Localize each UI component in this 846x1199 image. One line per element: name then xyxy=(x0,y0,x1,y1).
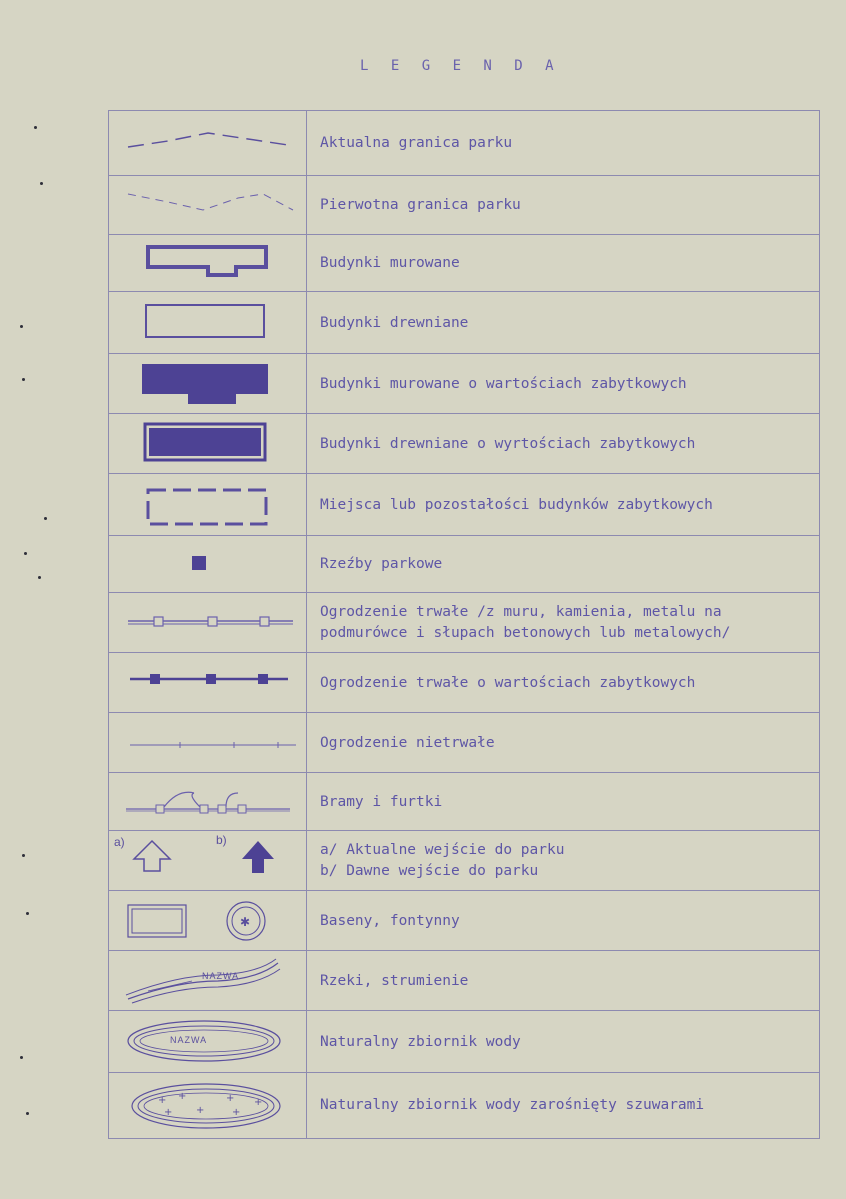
margin-mark xyxy=(22,854,25,857)
reservoir-name-label: NAZWA xyxy=(170,1035,208,1045)
pools-symbol xyxy=(108,891,306,951)
svg-text:+: + xyxy=(196,1105,205,1116)
sculpture-symbol xyxy=(108,536,306,593)
historic-brick-symbol xyxy=(108,354,306,414)
legend-label: Rzeźby parkowe xyxy=(320,556,443,572)
legend-row-entrances xyxy=(108,830,820,891)
former-entrance-arrow-icon xyxy=(242,841,274,873)
margin-mark xyxy=(20,1056,23,1059)
legend-table xyxy=(108,110,820,1138)
reservoir-symbol xyxy=(108,1011,306,1073)
legend-row-wooden-buildings xyxy=(108,291,820,354)
legend-row-brick-buildings xyxy=(108,234,820,292)
margin-mark xyxy=(44,517,47,520)
legend-row-sculptures xyxy=(108,535,820,593)
legend-row-reservoir xyxy=(108,1010,820,1073)
margin-mark xyxy=(38,576,41,579)
building-remains-symbol xyxy=(108,474,306,536)
legend-row-building-remains xyxy=(108,473,820,536)
svg-text:+: + xyxy=(164,1107,173,1118)
legend-label: Naturalny zbiornik wody xyxy=(320,1033,521,1050)
legend-label: Ogrodzenie trwałe o wartościach zabytkowych xyxy=(320,674,696,691)
svg-text:+: + xyxy=(226,1093,235,1104)
legend-row-pools xyxy=(108,890,820,951)
overgrown-reservoir-symbol xyxy=(108,1073,306,1138)
legend-label: Rzeki, strumienie xyxy=(320,972,469,989)
legend-row-historic-brick xyxy=(108,353,820,414)
legend-label: Budynki drewniane xyxy=(320,314,469,331)
gates-symbol xyxy=(108,773,306,831)
legend-row-temporary-fence xyxy=(108,712,820,773)
svg-text:+: + xyxy=(232,1107,241,1118)
temporary-fence-symbol xyxy=(108,713,306,773)
legend-row-rivers xyxy=(108,950,820,1011)
legend-label: Budynki drewniane o wyrtościach zabytkowych xyxy=(320,435,696,452)
legend-label: a/ Aktualne wejście do parku xyxy=(320,842,565,858)
legend-row-permanent-fence xyxy=(108,592,820,653)
legend-label: Ogrodzenie trwałe /z muru, kamienia, metalu na xyxy=(320,604,722,620)
margin-mark xyxy=(20,325,23,328)
margin-mark xyxy=(26,1112,29,1115)
historic-wooden-symbol xyxy=(108,414,306,474)
legend-row-gates xyxy=(108,772,820,831)
original-boundary-symbol xyxy=(108,176,306,235)
legend-row-original-boundary xyxy=(108,175,820,235)
legend-label: Baseny, fontynny xyxy=(320,912,460,929)
current-entrance-arrow-icon xyxy=(134,841,170,871)
margin-mark xyxy=(26,912,29,915)
legend-label-line2: podmurówce i słupach betonowych lub metalowych/ xyxy=(320,625,731,641)
wooden-building-symbol xyxy=(108,292,306,354)
legend-row-historic-wooden xyxy=(108,413,820,474)
svg-text:+: + xyxy=(158,1095,167,1106)
legend-label: Ogrodzenie nietrwałe xyxy=(320,734,495,751)
margin-mark xyxy=(24,552,27,555)
margin-mark xyxy=(22,378,25,381)
svg-text:✱: ✱ xyxy=(240,915,251,929)
current-boundary-symbol xyxy=(108,111,306,176)
legend-row-overgrown-reservoir xyxy=(108,1072,820,1139)
legend-row-historic-fence xyxy=(108,652,820,713)
legend-label-line2: b/ Dawne wejście do parku xyxy=(320,863,539,879)
legend-label: Pierwotna granica parku xyxy=(320,197,521,213)
legend-label: Aktualna granica parku xyxy=(320,135,513,151)
svg-text:+: + xyxy=(254,1097,263,1108)
legend-title: L E G E N D A xyxy=(360,58,561,74)
legend-label: Budynki murowane xyxy=(320,255,460,271)
legend-label: Miejsca lub pozostałości budynków zabytkowych xyxy=(320,496,713,513)
entrance-symbol xyxy=(108,831,306,891)
svg-text:+: + xyxy=(178,1091,187,1102)
river-symbol xyxy=(108,951,306,1011)
legend-label: Naturalny zbiornik wody zarośnięty szuwarami xyxy=(320,1097,705,1113)
historic-fence-symbol xyxy=(108,653,306,713)
legend-row-current-boundary xyxy=(108,110,820,176)
margin-mark xyxy=(40,182,43,185)
legend-label: Budynki murowane o wartościach zabytkowych xyxy=(320,375,687,392)
legend-label: Bramy i furtki xyxy=(320,793,443,810)
brick-building-symbol xyxy=(108,235,306,292)
river-name-label: NAZWA xyxy=(202,971,240,981)
permanent-fence-symbol xyxy=(108,593,306,653)
label-a: a) xyxy=(114,835,125,849)
label-b: b) xyxy=(216,833,227,847)
margin-mark xyxy=(34,126,37,129)
